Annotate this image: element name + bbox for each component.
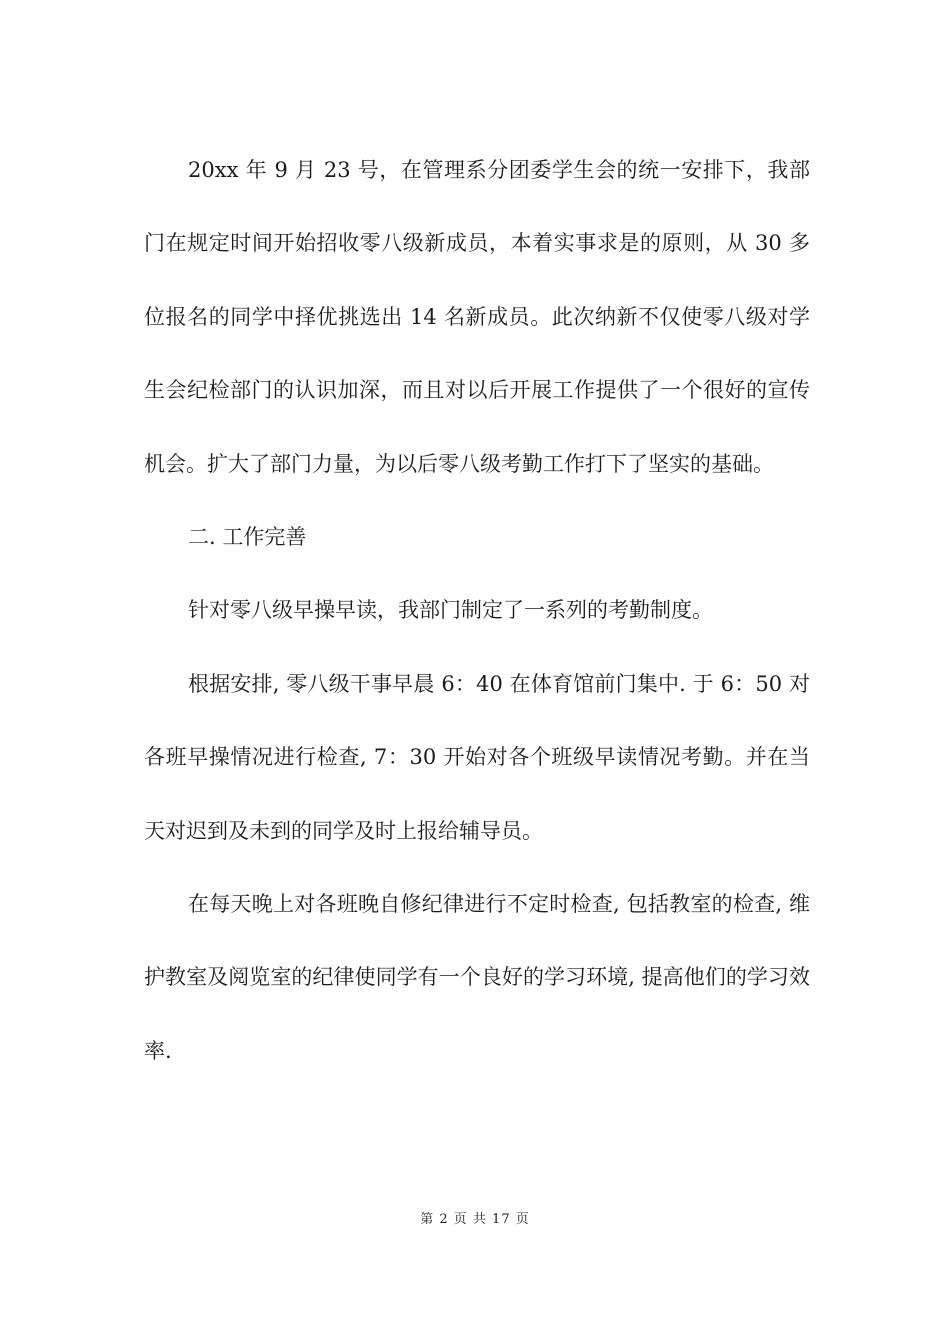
body-text <box>144 134 810 1088</box>
section-heading-work-improvement: 二. 工作完善 <box>188 525 307 550</box>
paragraph-morning-schedule: 根据安排, 零八级干事早晨 6：40 在体育馆前门集中. 于 6：50 对各班早操情况进行检查, 7：30 开始对各个班级早读情况考勤。并在当天对迟到及未到的同学及时上报给辅导员。 <box>144 671 810 843</box>
paragraph-evening-check: 在每天晚上对各班晚自修纪律进行不定时检查, 包括教室的检查, 维护教室及阅览室的纪律使同学有一个良好的学习环境, 提高他们的学习效率. <box>144 892 810 1063</box>
page-footer <box>0 1208 950 1227</box>
paragraph-attendance-system: 针对零八级早操早读，我部门制定了一系列的考勤制度。 <box>188 598 713 623</box>
paragraph-recruitment: 20xx 年 9 月 23 号，在管理系分团委学生会的统一安排下，我部门在规定时间开始招收零八级新成员，本着实事求是的原则，从 30 多位报名的同学中择优挑选出 14 名新成员。此次纳新不仅使零八级对学生会纪检部门的认识加深，而且对以后开展工作提供了一个很好的宣传机会。扩大了部门力量，为以后零八级考勤工作打下了坚实的基础。 <box>144 158 810 476</box>
page-number-label: 第 2 页 共 17 页 <box>420 1212 530 1227</box>
